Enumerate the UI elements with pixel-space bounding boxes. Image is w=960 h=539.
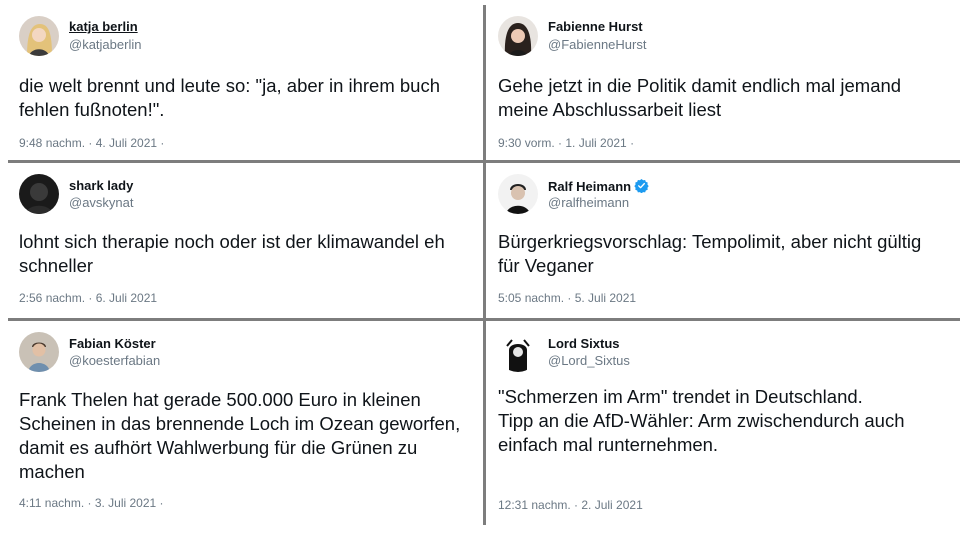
avatar[interactable] [498,174,538,214]
tweet-timestamp[interactable]: 2:56 nachm. · 6. Juli 2021 [19,291,158,305]
tweet-timestamp[interactable]: 12:31 nachm. · 2. Juli 2021 [498,498,643,512]
author-name[interactable]: katja berlin [69,19,138,34]
avatar[interactable] [498,332,538,372]
author-handle[interactable]: @ralfheimann [548,195,630,210]
author-handle[interactable]: @FabienneHurst [548,37,647,52]
tweet-text: lohnt sich therapie noch oder ist der klimawandel eh schneller [19,231,445,276]
author-handle[interactable]: @katjaberlin [69,37,142,52]
author-handle[interactable]: @Lord_Sixtus [548,353,630,368]
tweet-timestamp[interactable]: 5:05 nachm. · 5. Juli 2021 [498,291,637,305]
tweet-text: Bürgerkriegsvorschlag: Tempolimit, aber nicht gültig für Veganer [498,231,922,276]
author-name[interactable] [548,178,649,196]
tweet-timestamp[interactable]: 4:11 nachm. · 3. Juli 2021 · [19,496,164,510]
avatar[interactable] [19,16,59,56]
author-name[interactable]: Lord Sixtus [548,336,620,351]
tweet-card[interactable] [0,0,483,160]
tweet-text: "Schmerzen im Arm" trendet in Deutschland. Tipp an die AfD-Wähler: Arm zwischendurch auch einfach mal runternehmen. [498,386,905,455]
author-name-text: Ralf Heimann [548,179,632,194]
author-name[interactable]: shark lady [69,178,134,193]
tweet-card[interactable] [486,163,960,318]
tweet-text: Frank Thelen hat gerade 500.000 Euro in kleinen Scheinen in das brennende Loch im Ozean geworfen, damit es aufhört Wahlwerbung für die Grünen zu machen [19,389,461,482]
author-handle[interactable]: @avskynat [69,195,134,210]
author-name[interactable]: Fabian Köster [69,336,156,351]
avatar[interactable] [19,332,59,372]
avatar[interactable] [19,174,59,214]
tweet-card[interactable] [486,0,960,160]
tweet-card[interactable] [0,163,483,318]
tweet-card[interactable] [486,321,960,526]
avatar[interactable] [498,16,538,56]
author-name[interactable]: Fabienne Hurst [548,19,643,34]
author-handle[interactable]: @koesterfabian [69,353,161,368]
tweet-card[interactable] [0,321,483,526]
verified-badge-icon [634,178,649,196]
tweet-text: die welt brennt und leute so: "ja, aber in ihrem buch fehlen fußnoten!". [19,75,441,120]
tweet-timestamp[interactable]: 9:30 vorm. · 1. Juli 2021 · [498,136,635,150]
tweet-timestamp[interactable]: 9:48 nachm. · 4. Juli 2021 · [19,136,165,150]
tweet-text: Gehe jetzt in die Politik damit endlich mal jemand meine Abschlussarbeit liest [498,75,902,120]
